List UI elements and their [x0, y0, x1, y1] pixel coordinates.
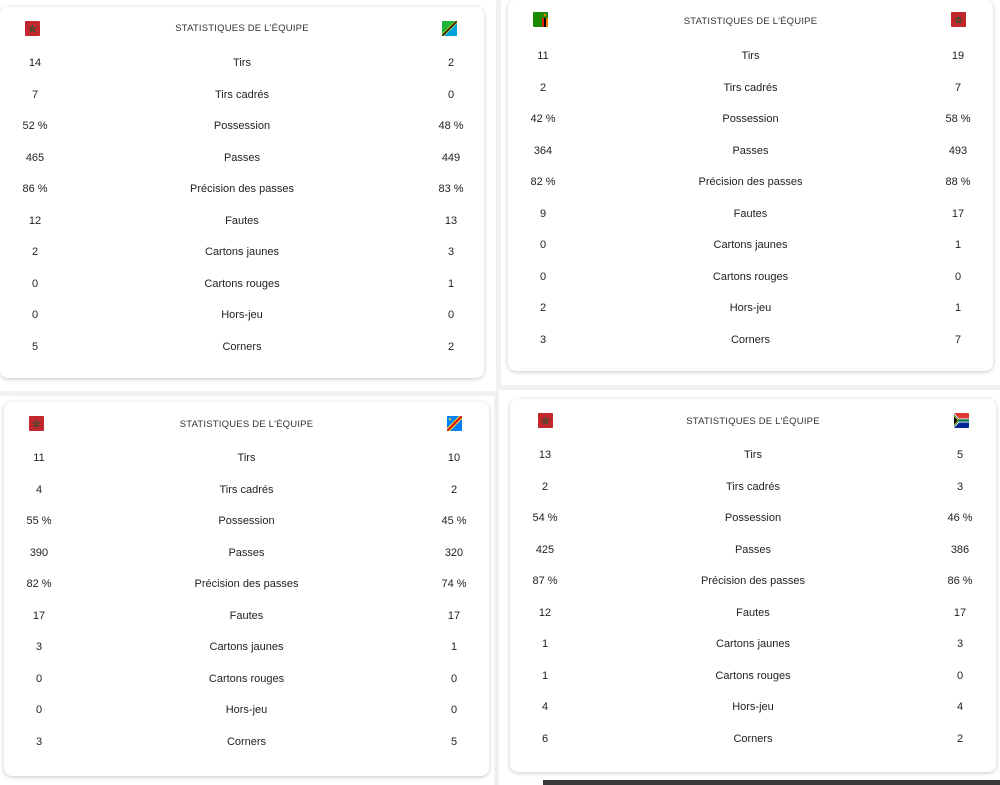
south-africa-flag-icon [954, 413, 969, 428]
home-value: 4 [541, 701, 549, 713]
stat-label: Cartons jaunes [205, 246, 279, 258]
stat-row-shots-on-target [510, 471, 996, 503]
stat-row-possession [0, 110, 484, 142]
stats-list [4, 442, 489, 757]
away-value: 5 [956, 449, 964, 461]
home-value: 82 % [530, 176, 556, 188]
card-title: STATISTIQUES DE L'ÉQUIPE [175, 23, 309, 34]
stat-label: Tirs cadrés [215, 88, 269, 101]
tanzania-flag-icon [442, 21, 457, 36]
stat-label: Corners [226, 735, 267, 748]
away-value: 1 [954, 302, 962, 314]
stat-label: Tirs cadrés [726, 480, 780, 493]
home-value: 11 [537, 50, 549, 62]
stat-row-yellow-cards [0, 236, 484, 268]
home-value: 0 [31, 277, 39, 290]
stat-row-pass-accuracy [510, 565, 996, 597]
stat-label: Tirs cadrés [219, 483, 274, 496]
stat-row-shots [0, 47, 484, 79]
stat-label: Cartons rouges [712, 270, 789, 283]
stat-row-pass-accuracy [508, 166, 993, 198]
stat-label: Cartons jaunes [716, 638, 790, 650]
stat-row-fouls [510, 597, 996, 629]
away-value: 2 [956, 732, 964, 745]
home-value: 11 [33, 452, 45, 464]
home-value: 13 [538, 449, 552, 461]
away-value: 45 % [441, 515, 467, 527]
stat-label: Cartons rouges [204, 277, 280, 290]
stat-row-pass-accuracy [0, 173, 484, 205]
stat-label: Corners [730, 333, 771, 346]
home-value: 4 [35, 483, 43, 496]
stat-row-offsides [0, 299, 484, 331]
home-value: 2 [539, 81, 547, 94]
stat-label: Fautes [736, 606, 770, 619]
team-stats-card-4 [510, 399, 996, 772]
card-header [0, 7, 484, 51]
away-value: 5 [450, 735, 458, 748]
away-value: 3 [956, 638, 964, 650]
stat-row-yellow-cards [4, 631, 489, 663]
away-value: 2 [447, 340, 455, 353]
stat-row-yellow-cards [510, 628, 996, 660]
stat-row-passes [4, 537, 489, 569]
home-value: 2 [541, 480, 549, 493]
stat-row-offsides [510, 691, 996, 723]
home-value: 425 [535, 543, 555, 556]
stat-label: Précision des passes [190, 183, 294, 195]
stat-label: Possession [722, 113, 779, 125]
stats-list [0, 47, 484, 362]
stat-row-shots-on-target [4, 474, 489, 506]
stat-label: Hors-jeu [225, 704, 268, 716]
home-value: 87 % [532, 575, 558, 587]
stat-label: Hors-jeu [729, 302, 772, 314]
home-value: 5 [31, 340, 39, 353]
stat-row-passes [508, 135, 993, 167]
home-value: 2 [31, 246, 39, 258]
away-value: 17 [953, 606, 967, 619]
stat-label: Possession [218, 515, 275, 527]
home-value: 0 [539, 270, 547, 283]
home-value: 55 % [26, 515, 52, 527]
stats-list [510, 439, 996, 754]
home-value: 390 [29, 546, 49, 559]
away-value: 3 [447, 246, 455, 258]
stat-row-corners [510, 723, 996, 755]
home-value: 3 [35, 735, 43, 748]
away-value: 449 [441, 151, 461, 164]
away-value: 3 [956, 480, 964, 493]
home-value: 3 [35, 641, 43, 653]
stat-label: Corners [733, 732, 773, 745]
stat-row-offsides [4, 694, 489, 726]
away-value: 46 % [947, 512, 973, 524]
morocco-flag-icon [951, 12, 966, 27]
away-value: 58 % [945, 113, 971, 125]
stat-row-fouls [0, 205, 484, 237]
away-value: 0 [956, 669, 964, 682]
stat-label: Précision des passes [698, 176, 803, 188]
home-value: 0 [35, 672, 43, 685]
card-title: STATISTIQUES DE L'ÉQUIPE [179, 419, 314, 430]
stat-label: Précision des passes [701, 575, 805, 587]
stat-row-offsides [508, 292, 993, 324]
stat-label: Fautes [225, 214, 259, 227]
home-value: 7 [31, 88, 39, 101]
away-value: 1 [447, 277, 455, 290]
home-value: 86 % [22, 183, 48, 195]
stat-label: Tirs [237, 452, 256, 464]
stat-label: Tirs cadrés [723, 81, 778, 94]
away-value: 4 [956, 701, 964, 713]
home-value: 1 [541, 638, 549, 650]
home-value: 1 [541, 669, 549, 682]
card-header [508, 0, 993, 44]
stat-row-shots-on-target [508, 72, 993, 104]
stat-row-shots [510, 439, 996, 471]
stat-label: Cartons rouges [208, 672, 285, 685]
stat-row-possession [508, 103, 993, 135]
stat-label: Passes [228, 546, 265, 559]
stat-label: Passes [734, 543, 772, 556]
stat-label: Tirs [744, 449, 762, 461]
home-value: 465 [25, 151, 45, 164]
stat-label: Fautes [733, 207, 768, 220]
stat-row-passes [510, 534, 996, 566]
stat-label: Précision des passes [194, 578, 299, 590]
stats-list [508, 40, 993, 355]
away-value: 88 % [945, 176, 971, 188]
stat-row-shots [508, 40, 993, 72]
stat-label: Cartons rouges [715, 669, 791, 682]
home-value: 82 % [26, 578, 52, 590]
home-value: 3 [539, 333, 547, 346]
stat-row-red-cards [4, 663, 489, 695]
away-value: 19 [951, 50, 965, 62]
home-value: 9 [539, 207, 547, 220]
stat-row-corners [508, 324, 993, 356]
home-value: 0 [539, 239, 547, 251]
away-value: 10 [447, 452, 461, 464]
home-value: 0 [31, 309, 39, 321]
away-value: 2 [450, 483, 458, 496]
stat-row-possession [4, 505, 489, 537]
stat-row-red-cards [510, 660, 996, 692]
stat-label: Cartons jaunes [209, 641, 284, 653]
home-value: 17 [32, 609, 46, 622]
home-value: 12 [28, 214, 42, 227]
away-value: 386 [950, 543, 970, 556]
home-value: 12 [538, 606, 552, 619]
team-stats-card-3 [4, 402, 489, 776]
home-value: 364 [533, 144, 553, 157]
stat-row-red-cards [508, 261, 993, 293]
stat-label: Passes [223, 151, 261, 164]
away-value: 0 [447, 88, 455, 101]
team-stats-card-2 [508, 0, 993, 371]
stat-label: Cartons jaunes [713, 239, 788, 251]
away-value: 17 [951, 207, 965, 220]
stat-label: Possession [213, 120, 271, 132]
stat-label: Corners [222, 340, 262, 353]
card-title: STATISTIQUES DE L'ÉQUIPE [686, 416, 820, 427]
stat-label: Tirs [741, 50, 760, 62]
stat-row-corners [4, 726, 489, 758]
away-value: 0 [450, 704, 458, 716]
stat-row-possession [510, 502, 996, 534]
home-value: 54 % [532, 512, 558, 524]
away-value: 83 % [438, 183, 464, 195]
stat-label: Hors-jeu [221, 309, 263, 321]
stat-label: Hors-jeu [732, 701, 774, 713]
stat-row-fouls [508, 198, 993, 230]
home-value: 42 % [530, 113, 556, 125]
away-value: 86 % [947, 575, 973, 587]
stat-label: Possession [724, 512, 782, 524]
stat-label: Tirs [233, 57, 251, 69]
away-value: 320 [444, 546, 464, 559]
home-value: 6 [541, 732, 549, 745]
away-value: 13 [444, 214, 458, 227]
away-value: 7 [954, 81, 962, 94]
away-value: 493 [948, 144, 968, 157]
stat-row-fouls [4, 600, 489, 632]
stat-row-shots-on-target [0, 79, 484, 111]
away-value: 48 % [438, 120, 464, 132]
away-value: 1 [954, 239, 962, 251]
away-value: 0 [954, 270, 962, 283]
away-value: 17 [447, 609, 461, 622]
stat-row-red-cards [0, 268, 484, 300]
stat-row-corners [0, 331, 484, 363]
stat-row-shots [4, 442, 489, 474]
stat-label: Fautes [229, 609, 264, 622]
card-header [510, 399, 996, 443]
home-value: 0 [35, 704, 43, 716]
card-title: STATISTIQUES DE L'ÉQUIPE [683, 16, 818, 27]
home-value: 52 % [22, 120, 48, 132]
stat-row-yellow-cards [508, 229, 993, 261]
card-header [4, 402, 489, 446]
team-stats-card-1 [0, 7, 484, 378]
dr-congo-flag-icon [447, 416, 462, 431]
home-value: 14 [28, 57, 42, 69]
stat-row-passes [0, 142, 484, 174]
away-value: 0 [447, 309, 455, 321]
away-value: 74 % [441, 578, 467, 590]
stat-label: Passes [732, 144, 769, 157]
away-value: 0 [450, 672, 458, 685]
away-value: 7 [954, 333, 962, 346]
stat-row-pass-accuracy [4, 568, 489, 600]
home-value: 2 [539, 302, 547, 314]
away-value: 2 [447, 57, 455, 69]
thumbnail-strip [543, 780, 1000, 785]
away-value: 1 [450, 641, 458, 653]
